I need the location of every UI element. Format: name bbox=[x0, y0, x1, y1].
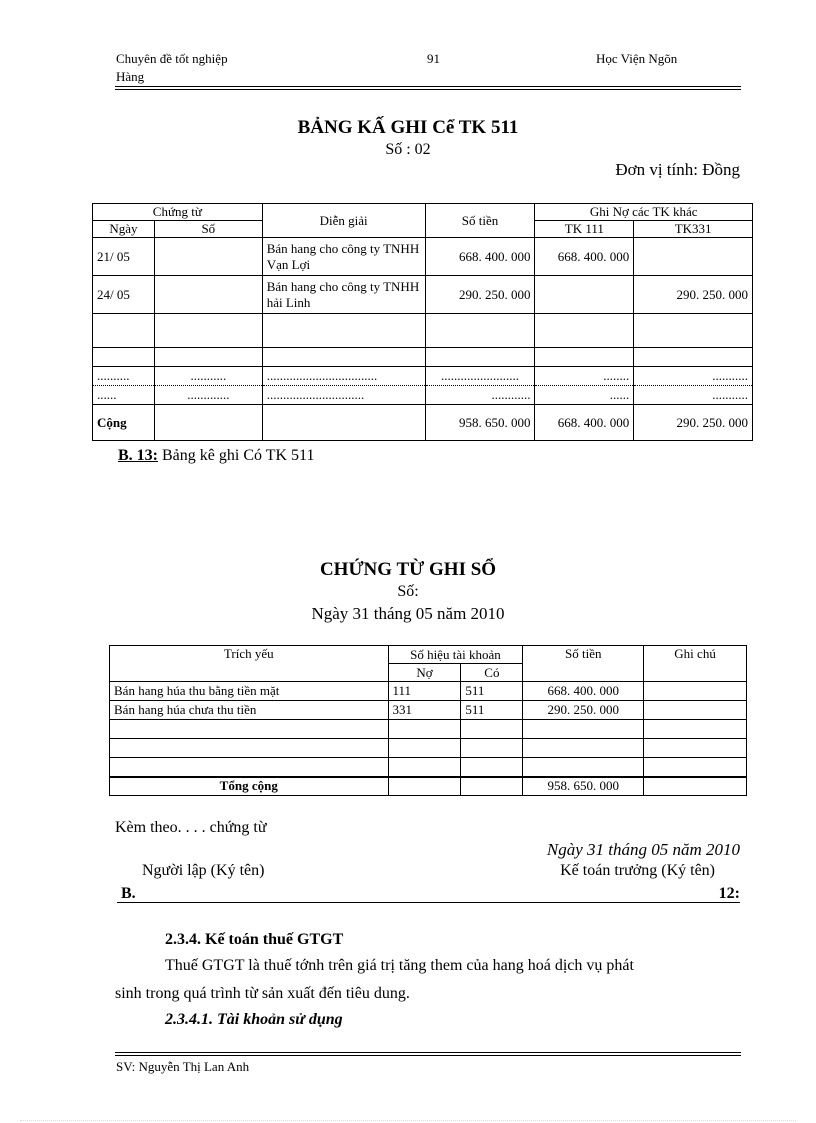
header-left-continued: Hàng bbox=[116, 69, 145, 84]
cell-ngay: 21/ 05 bbox=[93, 238, 155, 276]
cell-so-tien: 290. 250. 000 bbox=[425, 276, 535, 314]
header-tk111: TK 111 bbox=[535, 221, 634, 238]
table-row-empty bbox=[110, 720, 747, 739]
table-row bbox=[110, 701, 747, 720]
total-so-tien: 958. 650. 000 bbox=[523, 777, 644, 796]
table2-title: CHỨNG TỪ GHI SỔ bbox=[319, 559, 497, 580]
header-so-tien: Số tiền bbox=[523, 646, 644, 682]
cell-so-tien: 290. 250. 000 bbox=[523, 701, 644, 720]
cell-no: 111 bbox=[388, 682, 461, 701]
header-so-hieu: Số hiệu tài khoản bbox=[388, 646, 523, 664]
footer-author: SV: Nguyễn Thị Lan Anh bbox=[116, 1059, 250, 1074]
table-row-dots bbox=[93, 367, 753, 386]
dots-cell: ...... bbox=[535, 386, 634, 405]
dots-cell: ........................ bbox=[425, 367, 535, 386]
cell-ghi-chu bbox=[644, 701, 747, 720]
table-row-empty bbox=[93, 348, 753, 367]
header-left: Chuyên đề tốt nghiệp bbox=[116, 51, 228, 66]
dots-cell: .................................. bbox=[262, 367, 425, 386]
table1-number: Số : 02 bbox=[385, 141, 431, 158]
page-number: 91 bbox=[427, 51, 440, 66]
section-paragraph-continued: sinh trong quá trình từ sản xuất đến tiêu dung. bbox=[115, 985, 410, 1002]
cell-so-tien: 668. 400. 000 bbox=[425, 238, 535, 276]
header-ghi-no: Ghi Nợ các TK khác bbox=[535, 204, 753, 221]
cell-dien-giai: Bán hang cho công ty TNHH hải Linh bbox=[262, 276, 425, 314]
table2 bbox=[109, 645, 747, 796]
header-so-tien: Số tiền bbox=[425, 204, 535, 238]
cell-co: 511 bbox=[461, 701, 523, 720]
signature-rule bbox=[117, 902, 740, 903]
dots-cell: ........... bbox=[634, 386, 753, 405]
signature-date: Ngày 31 tháng 05 năm 2010 bbox=[546, 840, 740, 859]
section-paragraph: Thuế GTGT là thuế tớnh trên giá trị tăng them của hang hoá dịch vụ phát bbox=[165, 957, 634, 974]
header-rule-bottom bbox=[115, 89, 741, 90]
dots-cell: ...... bbox=[93, 386, 155, 405]
footer-rule-top bbox=[115, 1052, 741, 1053]
cell-no: 331 bbox=[388, 701, 461, 720]
figure-number: 12: bbox=[718, 885, 740, 902]
cell-tk111 bbox=[535, 276, 634, 314]
table-row bbox=[93, 276, 753, 314]
page-edge-dots bbox=[20, 1120, 796, 1121]
header-rule-top bbox=[115, 86, 741, 87]
dots-cell: ........... bbox=[154, 367, 262, 386]
dots-cell: ........ bbox=[535, 367, 634, 386]
table-row-total bbox=[93, 405, 753, 441]
table-row-dots bbox=[93, 386, 753, 405]
dots-cell: ........... bbox=[634, 367, 753, 386]
table-row bbox=[93, 238, 753, 276]
table1 bbox=[92, 203, 753, 441]
signature-right: Kế toán trưởng (Ký tên) bbox=[560, 862, 715, 879]
footer-rule-bottom bbox=[115, 1055, 741, 1056]
dots-cell: ............. bbox=[154, 386, 262, 405]
caption-label: B. 13: bbox=[118, 447, 158, 464]
header-ngay: Ngày bbox=[93, 221, 155, 238]
dots-cell: .......... bbox=[93, 367, 155, 386]
cell-dien-giai: Bán hang cho công ty TNHH Vạn Lợi bbox=[262, 238, 425, 276]
cell-tk331: 290. 250. 000 bbox=[634, 276, 753, 314]
total-label: Cộng bbox=[93, 405, 155, 441]
cell-so-tien: 668. 400. 000 bbox=[523, 682, 644, 701]
figure-label: B. bbox=[121, 885, 136, 902]
table-row-empty bbox=[110, 739, 747, 758]
header-trich-yeu: Trích yếu bbox=[110, 646, 389, 682]
header-right: Học Viện Ngõn bbox=[596, 51, 678, 66]
table2-number: Số: bbox=[397, 583, 419, 600]
attach-text: Kèm theo. . . . chứng từ bbox=[115, 819, 267, 836]
header-ghi-chu: Ghi chú bbox=[644, 646, 747, 682]
table1-unit: Đơn vị tính: Đồng bbox=[615, 160, 740, 179]
header-co: Có bbox=[461, 664, 523, 682]
table-row-empty bbox=[110, 758, 747, 777]
caption-text: Bảng kê ghi Có TK 511 bbox=[158, 447, 315, 464]
cell-ghi-chu bbox=[644, 682, 747, 701]
cell-so bbox=[154, 238, 262, 276]
table-row-total bbox=[110, 777, 747, 796]
total-label: Tổng cộng bbox=[110, 777, 389, 796]
total-tk331: 290. 250. 000 bbox=[634, 405, 753, 441]
table1-title: BẢNG KẤ GHI Cể TK 511 bbox=[297, 117, 519, 138]
header-dien-giai: Diễn giải bbox=[262, 204, 425, 238]
total-so-tien: 958. 650. 000 bbox=[425, 405, 535, 441]
dots-cell: ............ bbox=[425, 386, 535, 405]
table2-date: Ngày 31 tháng 05 năm 2010 bbox=[311, 604, 505, 623]
cell-tk331 bbox=[634, 238, 753, 276]
cell-trich-yeu: Bán hang húa thu bằng tiền mặt bbox=[110, 682, 389, 701]
signature-left: Người lập (Ký tên) bbox=[142, 862, 265, 879]
cell-co: 511 bbox=[461, 682, 523, 701]
cell-tk111: 668. 400. 000 bbox=[535, 238, 634, 276]
table-row-empty bbox=[93, 314, 753, 348]
header-so: Số bbox=[154, 221, 262, 238]
header-no: Nợ bbox=[388, 664, 461, 682]
header-tk331: TK331 bbox=[634, 221, 753, 238]
section-subheading: 2.3.4.1. Tài khoản sử dụng bbox=[165, 1011, 343, 1028]
section-heading: 2.3.4. Kế toán thuế GTGT bbox=[165, 931, 344, 948]
cell-trich-yeu: Bán hang húa chưa thu tiền bbox=[110, 701, 389, 720]
total-tk111: 668. 400. 000 bbox=[535, 405, 634, 441]
cell-ngay: 24/ 05 bbox=[93, 276, 155, 314]
dots-cell: .............................. bbox=[262, 386, 425, 405]
table1-caption bbox=[118, 447, 314, 465]
table-row bbox=[110, 682, 747, 701]
cell-so bbox=[154, 276, 262, 314]
header-chung-tu: Chứng từ bbox=[93, 204, 263, 221]
